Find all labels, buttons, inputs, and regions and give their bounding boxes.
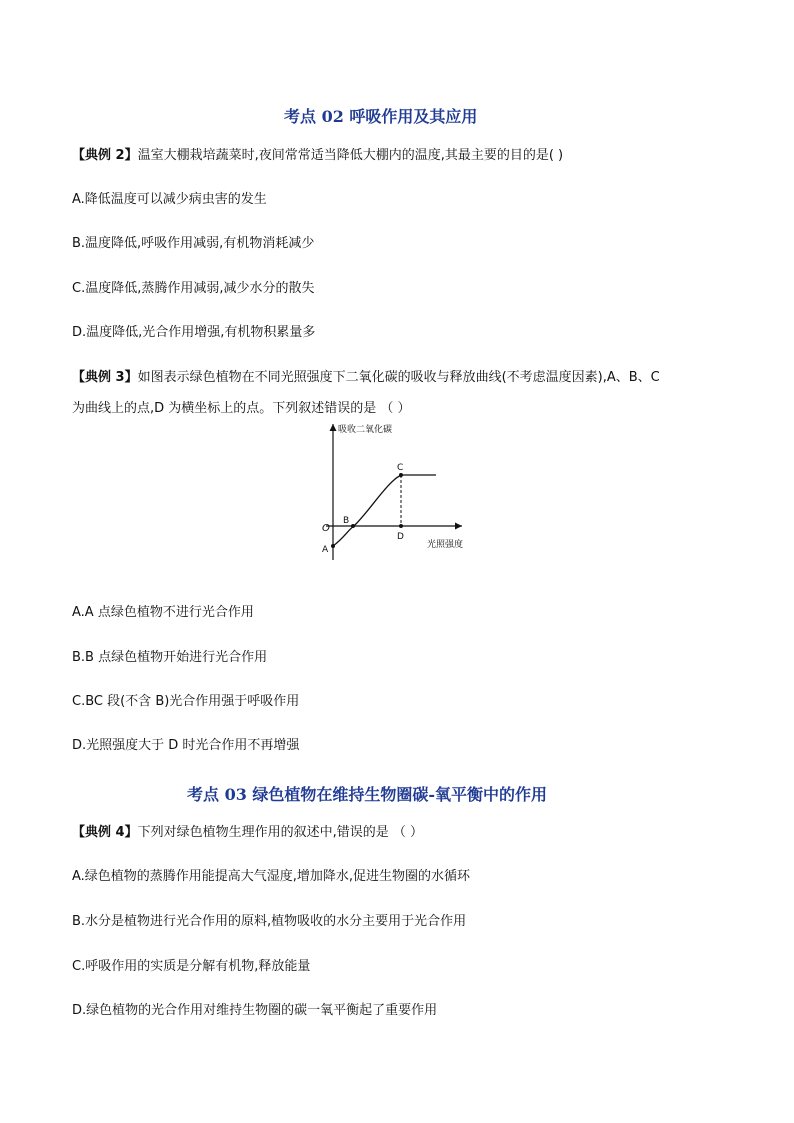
co2-curve (333, 475, 436, 546)
point-c (399, 473, 403, 477)
question-stem-line1: 如图表示绿色植物在不同光照强度下二氧化碳的吸收与释放曲线(不考虑温度因素),A、B、C (137, 370, 660, 385)
point-a-label: A (322, 545, 329, 555)
question-4 (72, 821, 423, 840)
question-stem: 下列对绿色植物生理作用的叙述中,错误的是 （ ） (137, 825, 423, 840)
x-axis-label: 光照强度 (427, 540, 464, 550)
option-b: B.温度降低,呼吸作用减弱,有机物消耗减少 (72, 236, 315, 251)
point-d-label: D (397, 532, 404, 542)
option-a: A.A 点绿色植物不进行光合作用 (72, 605, 254, 620)
co2-light-curve-figure (312, 418, 482, 568)
option-d: D.温度降低,光合作用增强,有机物积累量多 (72, 325, 316, 340)
question-3 (72, 366, 660, 385)
option-d: D.绿色植物的光合作用对维持生物圈的碳一氧平衡起了重要作用 (72, 1003, 438, 1018)
option-c: C.呼吸作用的实质是分解有机物,释放能量 (72, 959, 311, 974)
y-axis-label: 吸收二氧化碳 (338, 425, 393, 435)
option-b: B.B 点绿色植物开始进行光合作用 (72, 650, 268, 665)
option-d: D.光照强度大于 D 时光合作用不再增强 (72, 738, 300, 753)
question-stem: 温室大棚栽培蔬菜时,夜间常常适当降低大棚内的温度,其最主要的目的是( ) (137, 148, 564, 163)
origin-label: O (322, 523, 330, 534)
option-a: A.绿色植物的蒸腾作用能提高大气湿度,增加降水,促进生物圈的水循环 (72, 869, 471, 884)
option-b: B.水分是植物进行光合作用的原料,植物吸收的水分主要用于光合作用 (72, 914, 467, 929)
option-a: A.降低温度可以减少病虫害的发生 (72, 192, 267, 207)
section-heading-02: 考点 02 呼吸作用及其应用 (284, 107, 478, 126)
option-c: C.BC 段(不含 B)光合作用强于呼吸作用 (72, 694, 300, 709)
question-2 (72, 144, 563, 163)
point-a (331, 544, 335, 548)
question-stem-line2: 为曲线上的点,D 为横坐标上的点。下列叙述错误的是 （ ） (72, 401, 411, 416)
point-b-label: B (343, 516, 350, 526)
point-c-label: C (397, 463, 404, 473)
question-tag: 【典例 4】 (72, 825, 138, 840)
section-heading-03: 考点 03 绿色植物在维持生物圈碳-氧平衡中的作用 (187, 785, 548, 804)
question-tag: 【典例 3】 (72, 370, 138, 385)
point-d (399, 524, 403, 528)
point-b (351, 524, 355, 528)
question-tag: 【典例 2】 (72, 148, 138, 163)
option-c: C.温度降低,蒸腾作用减弱,减少水分的散失 (72, 281, 315, 296)
